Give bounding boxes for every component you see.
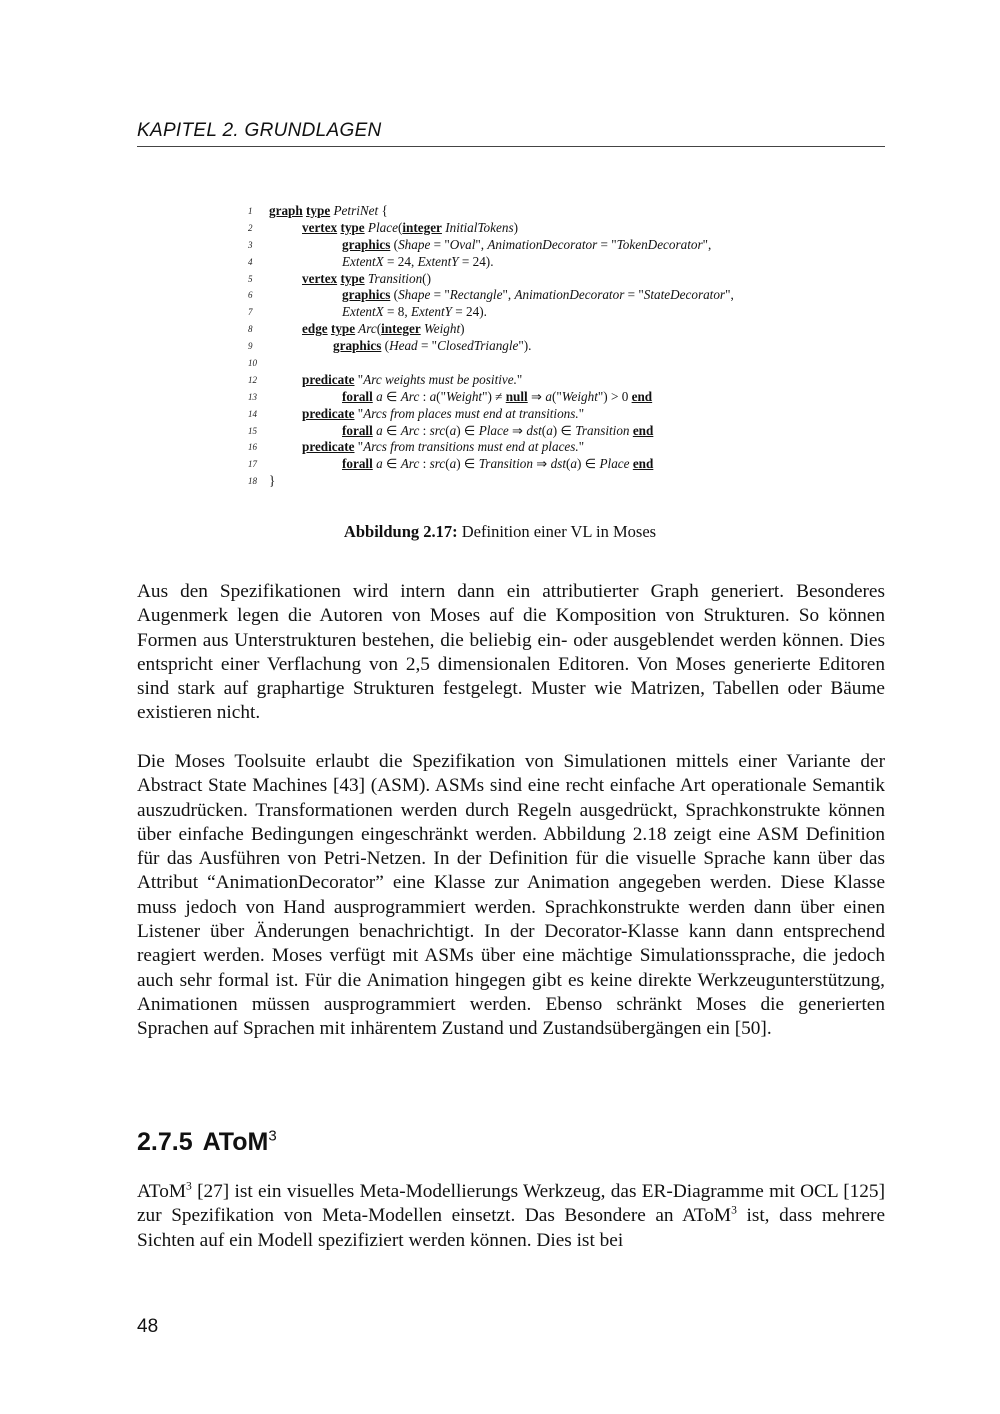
code-token: a — [449, 456, 457, 472]
line-number: 16 — [248, 442, 257, 453]
code-token: = " — [597, 236, 617, 252]
code-token: ) ∈ — [456, 422, 479, 438]
code-token: Place — [478, 422, 509, 438]
code-token: TokenDecorator — [616, 236, 703, 252]
code-token: a — [449, 422, 457, 438]
code-token: ExtentX — [342, 253, 384, 269]
line-number: 12 — [248, 374, 257, 385]
code-token: = 24). — [458, 253, 494, 269]
code-token: " — [354, 439, 364, 455]
line-number: 10 — [248, 358, 257, 369]
code-token: ( — [390, 287, 399, 303]
code-keyword: forall — [342, 388, 373, 404]
code-keyword: predicate — [302, 371, 355, 387]
code-token: " — [354, 405, 364, 421]
code-line — [248, 271, 848, 288]
code-token: a — [372, 456, 383, 472]
code-keyword: vertex — [302, 219, 338, 235]
section-heading — [137, 1128, 277, 1157]
code-token: a — [546, 422, 553, 438]
code-line — [248, 254, 848, 271]
code-token: InitialTokens — [441, 219, 514, 235]
code-text — [333, 338, 531, 355]
line-number: 8 — [248, 324, 253, 335]
code-token: dst — [526, 422, 542, 438]
code-token: " — [578, 405, 585, 421]
code-token: : — [419, 388, 430, 404]
code-token: Arc weights must be positive. — [363, 371, 517, 387]
code-token: ( — [381, 338, 390, 354]
code-token: ", — [725, 287, 734, 303]
paragraph-3 — [137, 1180, 885, 1253]
code-token: ExtentY — [410, 304, 452, 320]
code-token: Place — [364, 219, 398, 235]
code-token: Arcs from places must end at transitions. — [363, 405, 579, 421]
code-text — [342, 304, 487, 321]
line-number: 5 — [248, 273, 253, 284]
code-token: src — [429, 456, 446, 472]
section-title-sup: 3 — [268, 1127, 277, 1145]
code-token: (" — [436, 388, 446, 404]
code-token: : — [419, 456, 430, 472]
code-token: Shape — [398, 236, 431, 252]
code-token: Place — [599, 456, 630, 472]
code-keyword: type — [340, 219, 365, 235]
code-token: Shape — [398, 287, 431, 303]
code-token: ") ≠ — [482, 388, 506, 404]
line-number: 1 — [248, 206, 253, 216]
code-token: = 24, — [383, 253, 418, 269]
code-token: ", — [502, 287, 515, 303]
code-line — [248, 456, 848, 473]
line-number: 6 — [248, 290, 253, 301]
code-keyword: predicate — [302, 439, 355, 455]
code-line — [248, 473, 848, 490]
code-token: ( — [390, 236, 399, 252]
code-token: a — [570, 456, 577, 472]
code-token: ) ∈ — [552, 422, 576, 438]
line-number: 15 — [248, 425, 257, 436]
code-text — [302, 321, 465, 338]
code-line — [248, 338, 848, 355]
code-token: Transition — [575, 422, 630, 438]
code-token: = " — [430, 287, 450, 303]
code-token: Transition — [364, 270, 423, 286]
code-token: { — [378, 203, 388, 218]
code-token: ( — [445, 422, 450, 438]
code-keyword: graph — [269, 203, 303, 218]
code-token: } — [269, 473, 276, 489]
code-token: Arc — [400, 456, 420, 472]
code-line — [248, 321, 848, 338]
code-token: a — [372, 388, 383, 404]
atom-sup: 3 — [186, 1179, 192, 1193]
line-number: 18 — [248, 476, 257, 487]
line-number: 4 — [248, 256, 253, 267]
code-line — [248, 439, 848, 456]
atom-sup-2: 3 — [731, 1203, 737, 1217]
code-text — [342, 287, 734, 304]
code-token: ∈ — [382, 456, 401, 472]
code-line — [248, 423, 848, 440]
code-token: " — [354, 371, 364, 387]
code-text — [342, 423, 653, 440]
code-keyword: vertex — [302, 270, 338, 286]
code-text — [302, 372, 522, 389]
page-number: 48 — [137, 1316, 159, 1337]
code-line — [248, 304, 848, 321]
code-token: = " — [624, 287, 644, 303]
code-token: Oval — [449, 236, 476, 252]
code-token: = " — [430, 236, 450, 252]
paragraph-3-text-b: ist, dass mehrere Sichten auf ein Modell spezifiziert werden können. Dies ist bei — [137, 1205, 886, 1251]
code-token: ∈ — [382, 422, 401, 438]
code-token: dst — [550, 456, 566, 472]
code-token: Transition — [478, 456, 533, 472]
code-keyword: null — [505, 388, 528, 404]
code-token: ( — [376, 321, 382, 337]
code-token: ⇒ — [532, 456, 551, 472]
code-token: ∈ — [382, 388, 401, 404]
code-text — [269, 203, 388, 220]
code-keyword: graphics — [342, 236, 391, 252]
code-token: Weight — [561, 388, 598, 404]
code-token: ExtentY — [417, 253, 459, 269]
code-token: Arcs from transitions must end at places. — [363, 439, 579, 455]
code-token: AnimationDecorator — [487, 236, 598, 252]
section-title: AToM — [202, 1128, 269, 1156]
code-keyword: edge — [302, 321, 328, 337]
code-keyword: end — [632, 456, 654, 472]
code-token: PetriNet — [330, 203, 379, 218]
line-number: 9 — [248, 341, 253, 352]
code-token: Weight — [420, 321, 461, 337]
code-keyword: type — [330, 321, 356, 337]
code-token: ", — [475, 236, 488, 252]
code-token: Arc — [400, 388, 420, 404]
code-token: ", — [702, 236, 712, 252]
code-text — [269, 473, 275, 490]
code-line — [248, 220, 848, 237]
line-number: 3 — [248, 239, 253, 250]
code-text — [302, 439, 584, 456]
code-token: ( — [566, 456, 571, 472]
code-text — [302, 406, 584, 423]
code-token: ( — [541, 422, 547, 438]
code-token: ⇒ — [508, 422, 527, 438]
code-token: = 8, — [383, 304, 411, 320]
section-number: 2.7.5 — [137, 1128, 193, 1156]
code-token: a — [545, 388, 552, 404]
code-token: ClosedTriangle — [437, 338, 519, 354]
line-number: 17 — [248, 459, 257, 470]
code-token: "). — [518, 338, 532, 354]
code-line — [248, 203, 848, 220]
code-keyword: graphics — [342, 287, 391, 303]
code-token: " — [516, 371, 523, 387]
figure-caption — [0, 522, 1000, 542]
code-token: ( — [445, 456, 450, 472]
code-text — [302, 220, 518, 237]
code-line — [248, 237, 848, 254]
code-token: ") > 0 — [597, 388, 632, 404]
code-line — [248, 287, 848, 304]
code-token: : — [419, 422, 430, 438]
code-keyword: type — [340, 270, 365, 286]
code-token: ) ∈ — [577, 456, 600, 472]
code-token: = " — [417, 338, 438, 354]
code-text — [342, 456, 653, 473]
code-token: AnimationDecorator — [514, 287, 625, 303]
code-text — [342, 254, 494, 271]
figure-caption-text: Definition einer VL in Moses — [457, 522, 657, 541]
running-header: KAPITEL 2. GRUNDLAGEN — [137, 120, 885, 147]
code-keyword: end — [631, 388, 653, 404]
code-token: src — [429, 422, 446, 438]
paragraph-2: Die Moses Toolsuite erlaubt die Spezifikation von Simulationen mittels einer Variante der Abstract State Machines [43] (ASM). ASMs sind eine recht einfache Art operationale Semantik auszudrücken. Transformationen werden durch Regeln ausgedrückt, Sprachkonstrukte können über einfache Bedingungen eingeschränkt werden. Abbildung 2.18 zeigt eine ASM Definition für das Ausführen von Petri-Netzen. In der Definition für die visuelle Sprache kann über das Attribut “AnimationDecorator” eine Klasse zur Animation angegeben werden. Diese Klasse muss jedoch von Hand ausprogrammiert werden. Sprachkonstrukte werden dann über einen Listener über Änderungen benachrichtigt. In der Decorator-Klasse kann dann entsprechend reagiert werden. Moses verfügt mit ASMs über eine mächtige Simulationssprache, die jedoch auch sehr formal ist. Für die Animation hingegen gibt es keine direkte Werkzeugunterstützung, Animationen müssen ausprogrammiert werden. Ebenso schränkt Moses die generierten Sprachen auf Sprachen mit inhärentem Zustand und Zustandsübergängen ein [50]. — [137, 751, 885, 1040]
code-line — [248, 389, 848, 406]
code-token: Weight — [445, 388, 483, 404]
code-token: a — [429, 388, 437, 404]
code-text — [342, 389, 652, 406]
code-keyword: forall — [342, 456, 373, 472]
code-line — [248, 406, 848, 423]
code-keyword: graphics — [333, 338, 382, 354]
code-text — [342, 237, 711, 254]
code-token: StateDecorator — [643, 287, 726, 303]
code-token: Arc — [355, 321, 377, 337]
line-number: 14 — [248, 408, 257, 419]
paragraph-3-text-a: [27] ist ein visuelles Meta-Modellierungs Werkzeug, das ER-Diagramme mit OCL [125] zur Spezifikation von Meta-Modellen einsetzt. Das Besondere an AToM — [137, 1181, 885, 1227]
atom-name: AToM — [137, 1181, 187, 1202]
code-token: Rectangle — [449, 287, 503, 303]
code-token: ) ∈ — [456, 456, 479, 472]
code-token: ( — [397, 219, 403, 235]
code-token: Arc — [400, 422, 420, 438]
figure-label: Abbildung 2.17: — [343, 522, 458, 541]
code-token: (" — [551, 388, 562, 404]
code-token: () — [422, 270, 431, 286]
code-keyword: predicate — [302, 405, 355, 421]
paragraph-1: Aus den Spezifikationen wird intern dann ein attributierter Graph generiert. Besonderes Augenmerk legen die Autoren von Moses auf die Komposition von Strukturen. So können Formen aus Unterstrukturen bestehen, die beliebig ein- oder ausgeblendet werden können. Dies entspricht einer Verflachung von 2,5 dimensionalen Editoren. Von Moses generierte Editoren sind stark auf graphartige Strukturen festgelegt. Muster wie Matrizen, Tabellen oder Bäume existieren nicht. — [137, 581, 885, 724]
code-token: ) — [513, 219, 518, 235]
code-line — [248, 372, 848, 389]
code-token: = 24). — [452, 304, 487, 320]
code-keyword: end — [632, 422, 654, 438]
code-token: ) — [460, 321, 465, 337]
code-token: " — [578, 439, 585, 455]
line-number: 7 — [248, 307, 253, 318]
code-line — [248, 355, 848, 372]
code-keyword: type — [306, 203, 331, 218]
code-token: ⇒ — [527, 388, 546, 404]
code-text — [302, 271, 431, 288]
code-keyword: forall — [342, 422, 373, 438]
code-token: a — [372, 422, 383, 438]
code-token: ExtentX — [342, 304, 384, 320]
line-number: 13 — [248, 391, 257, 402]
code-token: Head — [389, 338, 418, 354]
code-listing — [248, 203, 848, 490]
code-keyword: integer — [381, 321, 421, 337]
code-keyword: integer — [402, 219, 442, 235]
line-number: 2 — [248, 222, 253, 233]
